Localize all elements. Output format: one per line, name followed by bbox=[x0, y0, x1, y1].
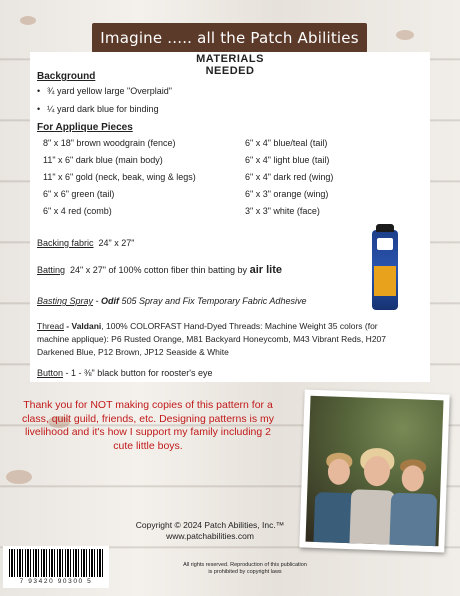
backing-value: 24" x 27" bbox=[98, 238, 135, 248]
thread-label: Thread bbox=[37, 321, 64, 331]
backing-label: Backing fabric bbox=[37, 238, 94, 248]
batting-label: Batting bbox=[37, 265, 66, 275]
spray-can-cap bbox=[376, 224, 394, 232]
thread-paragraph: Thread - Valdani, 100% COLORFAST Hand-Dyed Threads: Machine Weight 35 colors (for machine applique): P6 Rusted Orange, M81 Backyard Honeycomb, M43 Vibrant Reds, H207 Darkened Blue, P12 Brown, JP12 Seaside & White bbox=[37, 321, 387, 357]
website-link[interactable]: www.patchabilities.com bbox=[166, 531, 254, 541]
spray-can-image bbox=[372, 230, 398, 310]
background-item: • ¼ yard dark blue for binding bbox=[37, 104, 159, 114]
applique-item: 6" x 3" orange (wing) bbox=[245, 189, 329, 199]
spray-can-label bbox=[374, 266, 396, 296]
applique-item: 6" x 4" blue/teal (tail) bbox=[245, 138, 328, 148]
valdani-brand: - Valdani bbox=[63, 321, 102, 331]
barcode bbox=[3, 546, 109, 588]
batting-value: 24" x 27" of 100% cotton fiber thin batting by bbox=[70, 265, 248, 275]
copyright-line: Copyright © 2024 Patch Abilities, Inc.™ bbox=[135, 520, 285, 530]
airlite-brand: air lite bbox=[249, 264, 282, 276]
title-banner bbox=[92, 23, 367, 53]
button-label: Button bbox=[37, 368, 64, 378]
batting-line bbox=[37, 264, 282, 276]
odif-brand: Odif bbox=[101, 296, 120, 306]
family-photo bbox=[299, 390, 449, 553]
wood-knot bbox=[6, 470, 32, 484]
basting-line: Basting Spray - Odif 505 Spray and Fix Temporary Fabric Adhesive bbox=[37, 296, 307, 306]
copy-notice: Thank you for NOT making copies of this pattern for a class, quilt guild, friends, etc. Designing patterns is my livelihood and it's how I support my family including 2 cute little boys. bbox=[21, 399, 275, 452]
spray-can-icon bbox=[377, 238, 393, 250]
applique-item: 6" x 6" green (tail) bbox=[43, 189, 115, 199]
copyright-block bbox=[120, 520, 300, 542]
applique-section-title: For Applique Pieces bbox=[37, 122, 133, 133]
backing-line bbox=[37, 238, 134, 248]
photo-image bbox=[305, 396, 443, 547]
barcode-bars bbox=[9, 549, 103, 577]
applique-item: 6" x 4" dark red (wing) bbox=[245, 172, 334, 182]
wood-knot bbox=[20, 16, 36, 25]
materials-heading: MATERIALS NEEDED bbox=[196, 53, 264, 77]
barcode-digits: 7 93420 90300 5 bbox=[19, 578, 93, 585]
banner-text: Imagine ..... all the Patch Abilities bbox=[100, 29, 359, 47]
button-line: Button - 1 - ⅜" black button for rooster's eye bbox=[37, 368, 213, 378]
applique-item: 6" x 4" light blue (tail) bbox=[245, 155, 330, 165]
rights-notice: All rights reserved. Reproduction of this publication is prohibited by copyright laws bbox=[183, 562, 307, 575]
wood-knot bbox=[396, 30, 414, 40]
basting-label: Basting Spray bbox=[37, 296, 94, 306]
background-section-title: Background bbox=[37, 71, 96, 82]
applique-item: 3" x 3" white (face) bbox=[245, 206, 320, 216]
applique-item: 11" x 6" dark blue (main body) bbox=[43, 155, 163, 165]
background-item: • ¾ yard yellow large "Overplaid" bbox=[37, 86, 172, 96]
applique-item: 11" x 6" gold (neck, beak, wing & legs) bbox=[43, 172, 196, 182]
applique-item: 8" x 18" brown woodgrain (fence) bbox=[43, 138, 176, 148]
applique-item: 6" x 4 red (comb) bbox=[43, 206, 112, 216]
